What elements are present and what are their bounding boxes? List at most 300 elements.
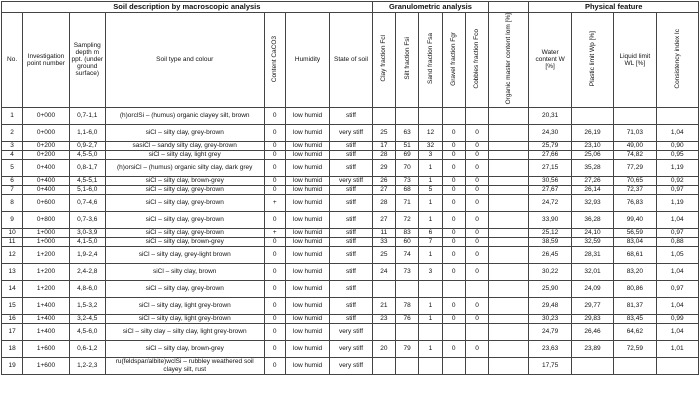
cell-state: very stiff [330, 340, 372, 357]
cell-state: stiff [330, 185, 372, 194]
cell-plastic: 32,93 [571, 194, 613, 211]
cell-water: 30,22 [529, 263, 571, 280]
cell-plastic: 29,77 [571, 297, 613, 314]
cell-plastic: 24,09 [571, 280, 613, 297]
header-column-row [2, 13, 699, 108]
cell-water: 38,59 [529, 237, 571, 246]
cell-gravel: 0 [442, 176, 465, 185]
cell-sand: 3 [419, 263, 442, 280]
table-row [2, 107, 699, 124]
cell-cobbles: 0 [465, 150, 488, 159]
cell-caco3: 0 [264, 246, 285, 263]
cell-cobbles: 0 [465, 297, 488, 314]
cell-type: siCl – silty clay, grey-brown [105, 185, 264, 194]
cell-sand: 1 [419, 314, 442, 323]
cell-gravel: 0 [442, 141, 465, 150]
cell-silt: 68 [396, 185, 419, 194]
cell-caco3: 0 [264, 280, 285, 297]
table-row [2, 228, 699, 237]
cell-caco3: 0 [264, 237, 285, 246]
cell-water: 25,90 [529, 280, 571, 297]
table-row [2, 185, 699, 194]
cell-type: siCl – silty clay, grey-brown [105, 124, 264, 141]
cell-clay: 23 [372, 314, 395, 323]
col-plastic [571, 13, 613, 108]
cell-consistency: 0,90 [656, 141, 698, 150]
cell-humidity: low humid [285, 357, 329, 374]
cell-depth: 4,5-5,1 [69, 176, 105, 185]
cell-clay: 29 [372, 159, 395, 176]
cell-humidity: low humid [285, 237, 329, 246]
cell-point: 1+400 [23, 323, 70, 340]
cell-plastic: 23,89 [571, 340, 613, 357]
cell-cobbles: 0 [465, 159, 488, 176]
cell-type: siCl – silty clay, light grey [105, 150, 264, 159]
cell-caco3: 0 [264, 124, 285, 141]
cell-state: stiff [330, 246, 372, 263]
cell-gravel: 0 [442, 228, 465, 237]
cell-consistency: 1,01 [656, 340, 698, 357]
cell-water: 26,45 [529, 246, 571, 263]
cell-gravel [442, 357, 465, 374]
cell-type: siCl – silty clay, brown-grey [105, 237, 264, 246]
cell-caco3: 0 [264, 141, 285, 150]
cell-humidity: low humid [285, 124, 329, 141]
col-consistency [656, 13, 698, 108]
cell-type: siCl – silty clay, light grey-brown [105, 297, 264, 314]
cell-silt: 51 [396, 141, 419, 150]
cell-liquid: 72,59 [614, 340, 656, 357]
cell-gravel: 0 [442, 314, 465, 323]
cell-depth: 3,0-3,9 [69, 228, 105, 237]
cell-clay: 28 [372, 194, 395, 211]
cell-clay: 17 [372, 141, 395, 150]
cell-no: 1 [2, 107, 23, 124]
cell-type: sasiCl – sandy silty clay, grey-brown [105, 141, 264, 150]
col-depth: Sampling depth m ppt. (under ground surface) [69, 13, 105, 108]
cell-gravel: 0 [442, 159, 465, 176]
cell-cobbles: 0 [465, 185, 488, 194]
cell-silt: 73 [396, 263, 419, 280]
cell-consistency: 0,88 [656, 237, 698, 246]
cell-depth: 0,7-4,6 [69, 194, 105, 211]
cell-humidity: low humid [285, 323, 329, 340]
cell-no: 3 [2, 141, 23, 150]
col-plastic-label: Plastic limit Wp [%] [588, 31, 596, 87]
cell-clay: 25 [372, 246, 395, 263]
cell-gravel: 0 [442, 340, 465, 357]
col-organic [489, 13, 529, 108]
col-sand [419, 13, 442, 108]
cell-cobbles: 0 [465, 124, 488, 141]
cell-type: siCl – silty clay, brown-grey [105, 176, 264, 185]
cell-liquid: 77,29 [614, 159, 656, 176]
cell-gravel: 0 [442, 246, 465, 263]
cell-sand: 1 [419, 211, 442, 228]
cell-liquid: 83,45 [614, 314, 656, 323]
cell-sand [419, 280, 442, 297]
cell-consistency: 1,04 [656, 297, 698, 314]
cell-state: stiff [330, 159, 372, 176]
cell-organic [489, 297, 529, 314]
cell-no: 5 [2, 159, 23, 176]
cell-depth: 5,1-6,0 [69, 185, 105, 194]
cell-cobbles: 0 [465, 176, 488, 185]
cell-consistency: 1,19 [656, 194, 698, 211]
cell-silt [396, 107, 419, 124]
cell-liquid [614, 107, 656, 124]
cell-water: 27,66 [529, 150, 571, 159]
cell-water: 30,23 [529, 314, 571, 323]
cell-humidity: low humid [285, 263, 329, 280]
table-row [2, 141, 699, 150]
col-point: Investigation point number [23, 13, 70, 108]
cell-clay: 33 [372, 237, 395, 246]
cell-depth: 0,8-1,7 [69, 159, 105, 176]
cell-water: 25,79 [529, 141, 571, 150]
cell-organic [489, 211, 529, 228]
cell-humidity: low humid [285, 176, 329, 185]
cell-silt: 83 [396, 228, 419, 237]
cell-gravel [442, 280, 465, 297]
cell-caco3: 0 [264, 211, 285, 228]
cell-plastic: 28,31 [571, 246, 613, 263]
cell-consistency: 0,97 [656, 185, 698, 194]
cell-no: 15 [2, 297, 23, 314]
cell-clay: 21 [372, 297, 395, 314]
table-row [2, 340, 699, 357]
cell-no: 7 [2, 185, 23, 194]
cell-silt [396, 323, 419, 340]
cell-point: 0+000 [23, 124, 70, 141]
cell-consistency [656, 107, 698, 124]
cell-organic [489, 194, 529, 211]
cell-silt: 76 [396, 314, 419, 323]
cell-no: 6 [2, 176, 23, 185]
cell-humidity: low humid [285, 314, 329, 323]
cell-silt: 63 [396, 124, 419, 141]
cell-clay: 11 [372, 228, 395, 237]
col-clay [372, 13, 395, 108]
group-physical: Physical feature [529, 2, 699, 13]
cell-humidity: low humid [285, 211, 329, 228]
cell-caco3: + [264, 228, 285, 237]
cell-sand: 1 [419, 159, 442, 176]
cell-point: 0+800 [23, 211, 70, 228]
header-group-row [2, 2, 699, 13]
cell-state: very stiff [330, 176, 372, 185]
cell-cobbles [465, 280, 488, 297]
cell-cobbles [465, 107, 488, 124]
col-gravel-label: Gravel fraction Fgr [450, 31, 458, 86]
cell-plastic: 25,06 [571, 150, 613, 159]
cell-gravel [442, 323, 465, 340]
cell-type: siCl – silty clay, grey-brown [105, 211, 264, 228]
cell-humidity: low humid [285, 159, 329, 176]
cell-clay [372, 357, 395, 374]
col-cobbles [465, 13, 488, 108]
cell-depth: 0,7-3,6 [69, 211, 105, 228]
cell-plastic: 26,14 [571, 185, 613, 194]
cell-depth: 0,6-1,2 [69, 340, 105, 357]
col-consistency-label: Consistency index Ic [673, 28, 681, 89]
cell-silt: 74 [396, 246, 419, 263]
cell-point: 1+600 [23, 340, 70, 357]
cell-state: stiff [330, 263, 372, 280]
cell-cobbles: 0 [465, 228, 488, 237]
cell-type: siCl – silty clay, grey-brown [105, 194, 264, 211]
cell-consistency: 1,04 [656, 124, 698, 141]
cell-consistency: 1,04 [656, 263, 698, 280]
cell-no: 11 [2, 237, 23, 246]
col-gravel [442, 13, 465, 108]
cell-plastic: 26,19 [571, 124, 613, 141]
cell-type: siCl – silty clay, grey-light brown [105, 246, 264, 263]
table-row [2, 297, 699, 314]
cell-no: 9 [2, 211, 23, 228]
cell-sand: 1 [419, 340, 442, 357]
cell-cobbles: 0 [465, 194, 488, 211]
cell-state: stiff [330, 194, 372, 211]
cell-consistency: 0,97 [656, 228, 698, 237]
cell-point: 1+000 [23, 237, 70, 246]
cell-silt: 73 [396, 176, 419, 185]
cell-caco3: 0 [264, 176, 285, 185]
cell-plastic [571, 357, 613, 374]
cell-humidity: low humid [285, 194, 329, 211]
cell-organic [489, 150, 529, 159]
cell-organic [489, 357, 529, 374]
col-caco3-label: Content CaCO3 [271, 35, 279, 82]
cell-plastic: 32,01 [571, 263, 613, 280]
cell-plastic: 36,28 [571, 211, 613, 228]
cell-gravel: 0 [442, 211, 465, 228]
table-row [2, 314, 699, 323]
cell-humidity: low humid [285, 228, 329, 237]
cell-depth: 0,7-1,1 [69, 107, 105, 124]
table-row [2, 159, 699, 176]
table-row [2, 124, 699, 141]
cell-no: 10 [2, 228, 23, 237]
cell-point: 1+200 [23, 263, 70, 280]
cell-caco3: 0 [264, 297, 285, 314]
cell-consistency: 1,04 [656, 323, 698, 340]
cell-liquid: 72,37 [614, 185, 656, 194]
col-type: Soil type and colour [105, 13, 264, 108]
cell-liquid: 64,62 [614, 323, 656, 340]
cell-sand: 1 [419, 176, 442, 185]
cell-no: 2 [2, 124, 23, 141]
cell-point: 1+600 [23, 357, 70, 374]
cell-type: siCl – silty clay, grey-brown [105, 228, 264, 237]
cell-water: 30,56 [529, 176, 571, 185]
cell-water: 25,12 [529, 228, 571, 237]
cell-point: 1+200 [23, 280, 70, 297]
cell-depth: 2,4-2,8 [69, 263, 105, 280]
table-body [2, 107, 699, 374]
col-silt [396, 13, 419, 108]
cell-cobbles: 0 [465, 141, 488, 150]
cell-point: 0+000 [23, 107, 70, 124]
cell-organic [489, 263, 529, 280]
cell-clay: 28 [372, 150, 395, 159]
cell-consistency: 1,04 [656, 211, 698, 228]
cell-depth: 3,2-4,5 [69, 314, 105, 323]
cell-water: 24,79 [529, 323, 571, 340]
table-row [2, 211, 699, 228]
cell-water: 27,15 [529, 159, 571, 176]
cell-liquid: 70,65 [614, 176, 656, 185]
cell-clay: 27 [372, 185, 395, 194]
cell-clay: 26 [372, 176, 395, 185]
cell-sand: 3 [419, 150, 442, 159]
cell-humidity: low humid [285, 185, 329, 194]
cell-water: 33,90 [529, 211, 571, 228]
cell-water: 24,30 [529, 124, 571, 141]
cell-depth: 1,5-3,2 [69, 297, 105, 314]
cell-depth: 0,9-2,7 [69, 141, 105, 150]
cell-sand [419, 107, 442, 124]
cell-plastic [571, 107, 613, 124]
cell-sand [419, 357, 442, 374]
cell-point: 0+200 [23, 150, 70, 159]
table-row [2, 237, 699, 246]
cell-state: stiff [330, 237, 372, 246]
cell-sand: 5 [419, 185, 442, 194]
cell-water: 29,48 [529, 297, 571, 314]
col-liquid: Liquid limit WL [%] [614, 13, 656, 108]
cell-type: siCl – silty clay, brown [105, 263, 264, 280]
cell-state: very stiff [330, 357, 372, 374]
cell-plastic: 29,83 [571, 314, 613, 323]
cell-silt: 78 [396, 297, 419, 314]
cell-consistency: 0,99 [656, 314, 698, 323]
col-cobbles-label: Cobbles fraction Fco [473, 28, 481, 89]
cell-consistency: 0,92 [656, 176, 698, 185]
cell-point: 0+400 [23, 176, 70, 185]
cell-point: 1+400 [23, 314, 70, 323]
cell-state: stiff [330, 297, 372, 314]
cell-no: 19 [2, 357, 23, 374]
cell-humidity: low humid [285, 297, 329, 314]
cell-sand: 1 [419, 246, 442, 263]
cell-point: 1+400 [23, 297, 70, 314]
cell-state: stiff [330, 211, 372, 228]
cell-liquid: 81,37 [614, 297, 656, 314]
table-row [2, 150, 699, 159]
cell-silt: 72 [396, 211, 419, 228]
cell-state: stiff [330, 228, 372, 237]
cell-no: 16 [2, 314, 23, 323]
cell-state: stiff [330, 141, 372, 150]
cell-plastic: 27,26 [571, 176, 613, 185]
table-row [2, 357, 699, 374]
cell-state: very stiff [330, 124, 372, 141]
cell-gravel: 0 [442, 194, 465, 211]
cell-silt [396, 357, 419, 374]
cell-state: stiff [330, 314, 372, 323]
cell-depth: 4,1-5,0 [69, 237, 105, 246]
cell-point: 0+200 [23, 141, 70, 150]
cell-humidity: low humid [285, 280, 329, 297]
cell-clay: 24 [372, 263, 395, 280]
cell-organic [489, 141, 529, 150]
group-soil-description: Soil description by macroscopic analysis [2, 2, 373, 13]
cell-caco3: 0 [264, 357, 285, 374]
cell-liquid: 83,20 [614, 263, 656, 280]
cell-organic [489, 185, 529, 194]
cell-no: 17 [2, 323, 23, 340]
cell-no: 8 [2, 194, 23, 211]
cell-silt: 69 [396, 150, 419, 159]
cell-type: siCl – silty clay – silty clay, light grey-brown [105, 323, 264, 340]
cell-no: 13 [2, 263, 23, 280]
cell-humidity: low humid [285, 107, 329, 124]
cell-no: 18 [2, 340, 23, 357]
cell-organic [489, 124, 529, 141]
cell-clay [372, 107, 395, 124]
cell-depth: 4,5-6,0 [69, 323, 105, 340]
cell-liquid: 68,61 [614, 246, 656, 263]
cell-humidity: low humid [285, 340, 329, 357]
cell-organic [489, 176, 529, 185]
soil-analysis-table [1, 1, 699, 375]
cell-organic [489, 159, 529, 176]
cell-point: 0+600 [23, 194, 70, 211]
cell-point: 0+400 [23, 159, 70, 176]
col-organic-label: Organic master content Iom [%] [505, 13, 513, 105]
cell-state: stiff [330, 280, 372, 297]
cell-consistency: 0,97 [656, 280, 698, 297]
table-row [2, 246, 699, 263]
cell-liquid: 71,03 [614, 124, 656, 141]
cell-gravel: 0 [442, 263, 465, 280]
cell-cobbles [465, 357, 488, 374]
cell-type: siCl – silty clay, grey-brown [105, 280, 264, 297]
cell-clay: 20 [372, 340, 395, 357]
cell-caco3: 0 [264, 185, 285, 194]
cell-no: 14 [2, 280, 23, 297]
col-silt-label: Silt fraction Fsi [403, 37, 411, 81]
cell-caco3: + [264, 194, 285, 211]
cell-caco3: 0 [264, 159, 285, 176]
cell-plastic: 24,10 [571, 228, 613, 237]
cell-clay [372, 280, 395, 297]
cell-water: 24,72 [529, 194, 571, 211]
cell-plastic: 23,10 [571, 141, 613, 150]
cell-gravel: 0 [442, 185, 465, 194]
cell-depth: 4,5-5,0 [69, 150, 105, 159]
col-sand-label: Sand fraction Fsa [426, 33, 434, 85]
table-row [2, 194, 699, 211]
cell-cobbles: 0 [465, 211, 488, 228]
cell-liquid: 56,59 [614, 228, 656, 237]
cell-caco3: 0 [264, 263, 285, 280]
cell-cobbles: 0 [465, 263, 488, 280]
cell-caco3: 0 [264, 150, 285, 159]
cell-depth: 1,1-6,0 [69, 124, 105, 141]
col-clay-label: Clay fraction Fcl [380, 35, 388, 82]
cell-type: (h)orclSi – (humus) organic clayey silt, brown [105, 107, 264, 124]
cell-depth: 1,2-2,3 [69, 357, 105, 374]
cell-organic [489, 280, 529, 297]
cell-organic [489, 237, 529, 246]
cell-liquid: 76,83 [614, 194, 656, 211]
cell-type: ru(feldspar/albite)wclSi – rubbley weathered soil clayey silt, rust [105, 357, 264, 374]
cell-silt: 71 [396, 194, 419, 211]
cell-sand [419, 323, 442, 340]
cell-humidity: low humid [285, 246, 329, 263]
